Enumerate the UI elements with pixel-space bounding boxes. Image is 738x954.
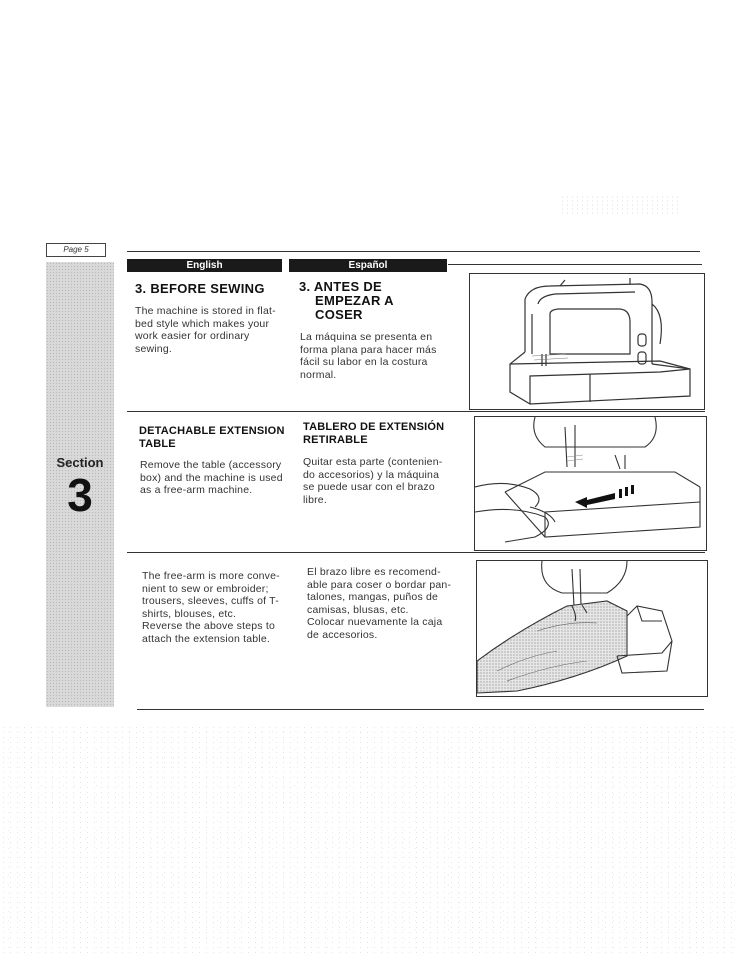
section-word: Section <box>56 455 104 470</box>
text-line: Colocar nuevamente la caja <box>307 616 443 628</box>
extension-table-text <box>140 459 290 497</box>
tablero-extension-text <box>303 456 463 506</box>
text-line: shirts, blouses, etc. <box>142 607 237 620</box>
text-line: nient to sew or embroider; <box>142 582 269 595</box>
text-line: La máquina se presenta en <box>300 331 433 343</box>
page-label: Page 5 <box>46 243 106 257</box>
text-line: libre. <box>303 493 327 506</box>
title-line: TABLERO DE EXTENSIÓN <box>303 421 445 433</box>
before-sewing-title: 3. BEFORE SEWING <box>135 281 265 296</box>
text-line: able para coser o bordar pan- <box>307 578 452 591</box>
free-arm-text-en <box>142 570 297 645</box>
free-arm-text-es <box>307 566 467 641</box>
top-rule-right <box>448 264 702 265</box>
text-line: normal. <box>300 368 337 381</box>
text-line: trousers, sleeves, cuffs of T- <box>142 595 279 607</box>
text-line: bed style which makes your <box>135 317 270 330</box>
text-line: se puede usar con el brazo <box>303 481 435 493</box>
text-line: Quitar esta parte (contenien- <box>303 456 443 468</box>
remove-extension-table-illustration <box>474 416 707 551</box>
text-line: camisas, blusas, etc. <box>307 603 409 616</box>
antes-de-coser-title <box>299 280 394 322</box>
extension-table-title <box>139 425 285 451</box>
text-line: do accesorios) y la máquina <box>303 468 440 481</box>
title-line: DETACHABLE EXTENSION <box>139 425 285 437</box>
sewing-machine-icon <box>470 274 704 409</box>
text-line: Remove the table (accessory <box>140 459 282 471</box>
tablero-extension-title <box>303 421 444 447</box>
title-line: COSER <box>315 307 363 322</box>
title-line: TABLE <box>139 438 176 450</box>
before-sewing-text <box>135 305 285 355</box>
text-line: The free-arm is more conve- <box>142 570 280 582</box>
text-line: El brazo libre es recomend- <box>307 566 441 578</box>
top-rule <box>127 251 700 252</box>
remove-table-icon <box>475 417 706 550</box>
text-line: work easier for ordinary <box>135 330 250 342</box>
text-line: fácil su labor en la costura <box>300 356 428 368</box>
text-line: talones, mangas, puños de <box>307 591 439 603</box>
language-bar-english: English <box>127 259 282 272</box>
divider-rule <box>127 411 705 412</box>
language-bar-espanol: Español <box>289 259 447 272</box>
text-line: as a free-arm machine. <box>140 484 253 496</box>
title-line: EMPEZAR A <box>315 293 394 308</box>
text-line: box) and the machine is used <box>140 471 283 484</box>
text-line: Reverse the above steps to <box>142 620 276 632</box>
antes-de-coser-text <box>300 331 460 381</box>
sewing-machine-illustration <box>469 273 705 410</box>
scan-noise-texture <box>0 725 738 954</box>
free-arm-sewing-illustration <box>476 560 708 697</box>
bottom-rule <box>137 709 704 710</box>
free-arm-icon <box>477 561 707 696</box>
divider-rule <box>127 552 705 553</box>
text-line: forma plana para hacer más <box>300 343 437 356</box>
title-line: RETIRABLE <box>303 434 368 446</box>
text-line: de accesorios. <box>307 628 378 641</box>
text-line: attach the extension table. <box>142 632 270 645</box>
text-line: The machine is stored in flat- <box>135 305 276 317</box>
text-line: sewing. <box>135 342 173 355</box>
scan-noise-speck <box>560 195 680 215</box>
title-line: 3. ANTES DE <box>299 279 383 294</box>
section-number: 3 <box>67 469 93 521</box>
